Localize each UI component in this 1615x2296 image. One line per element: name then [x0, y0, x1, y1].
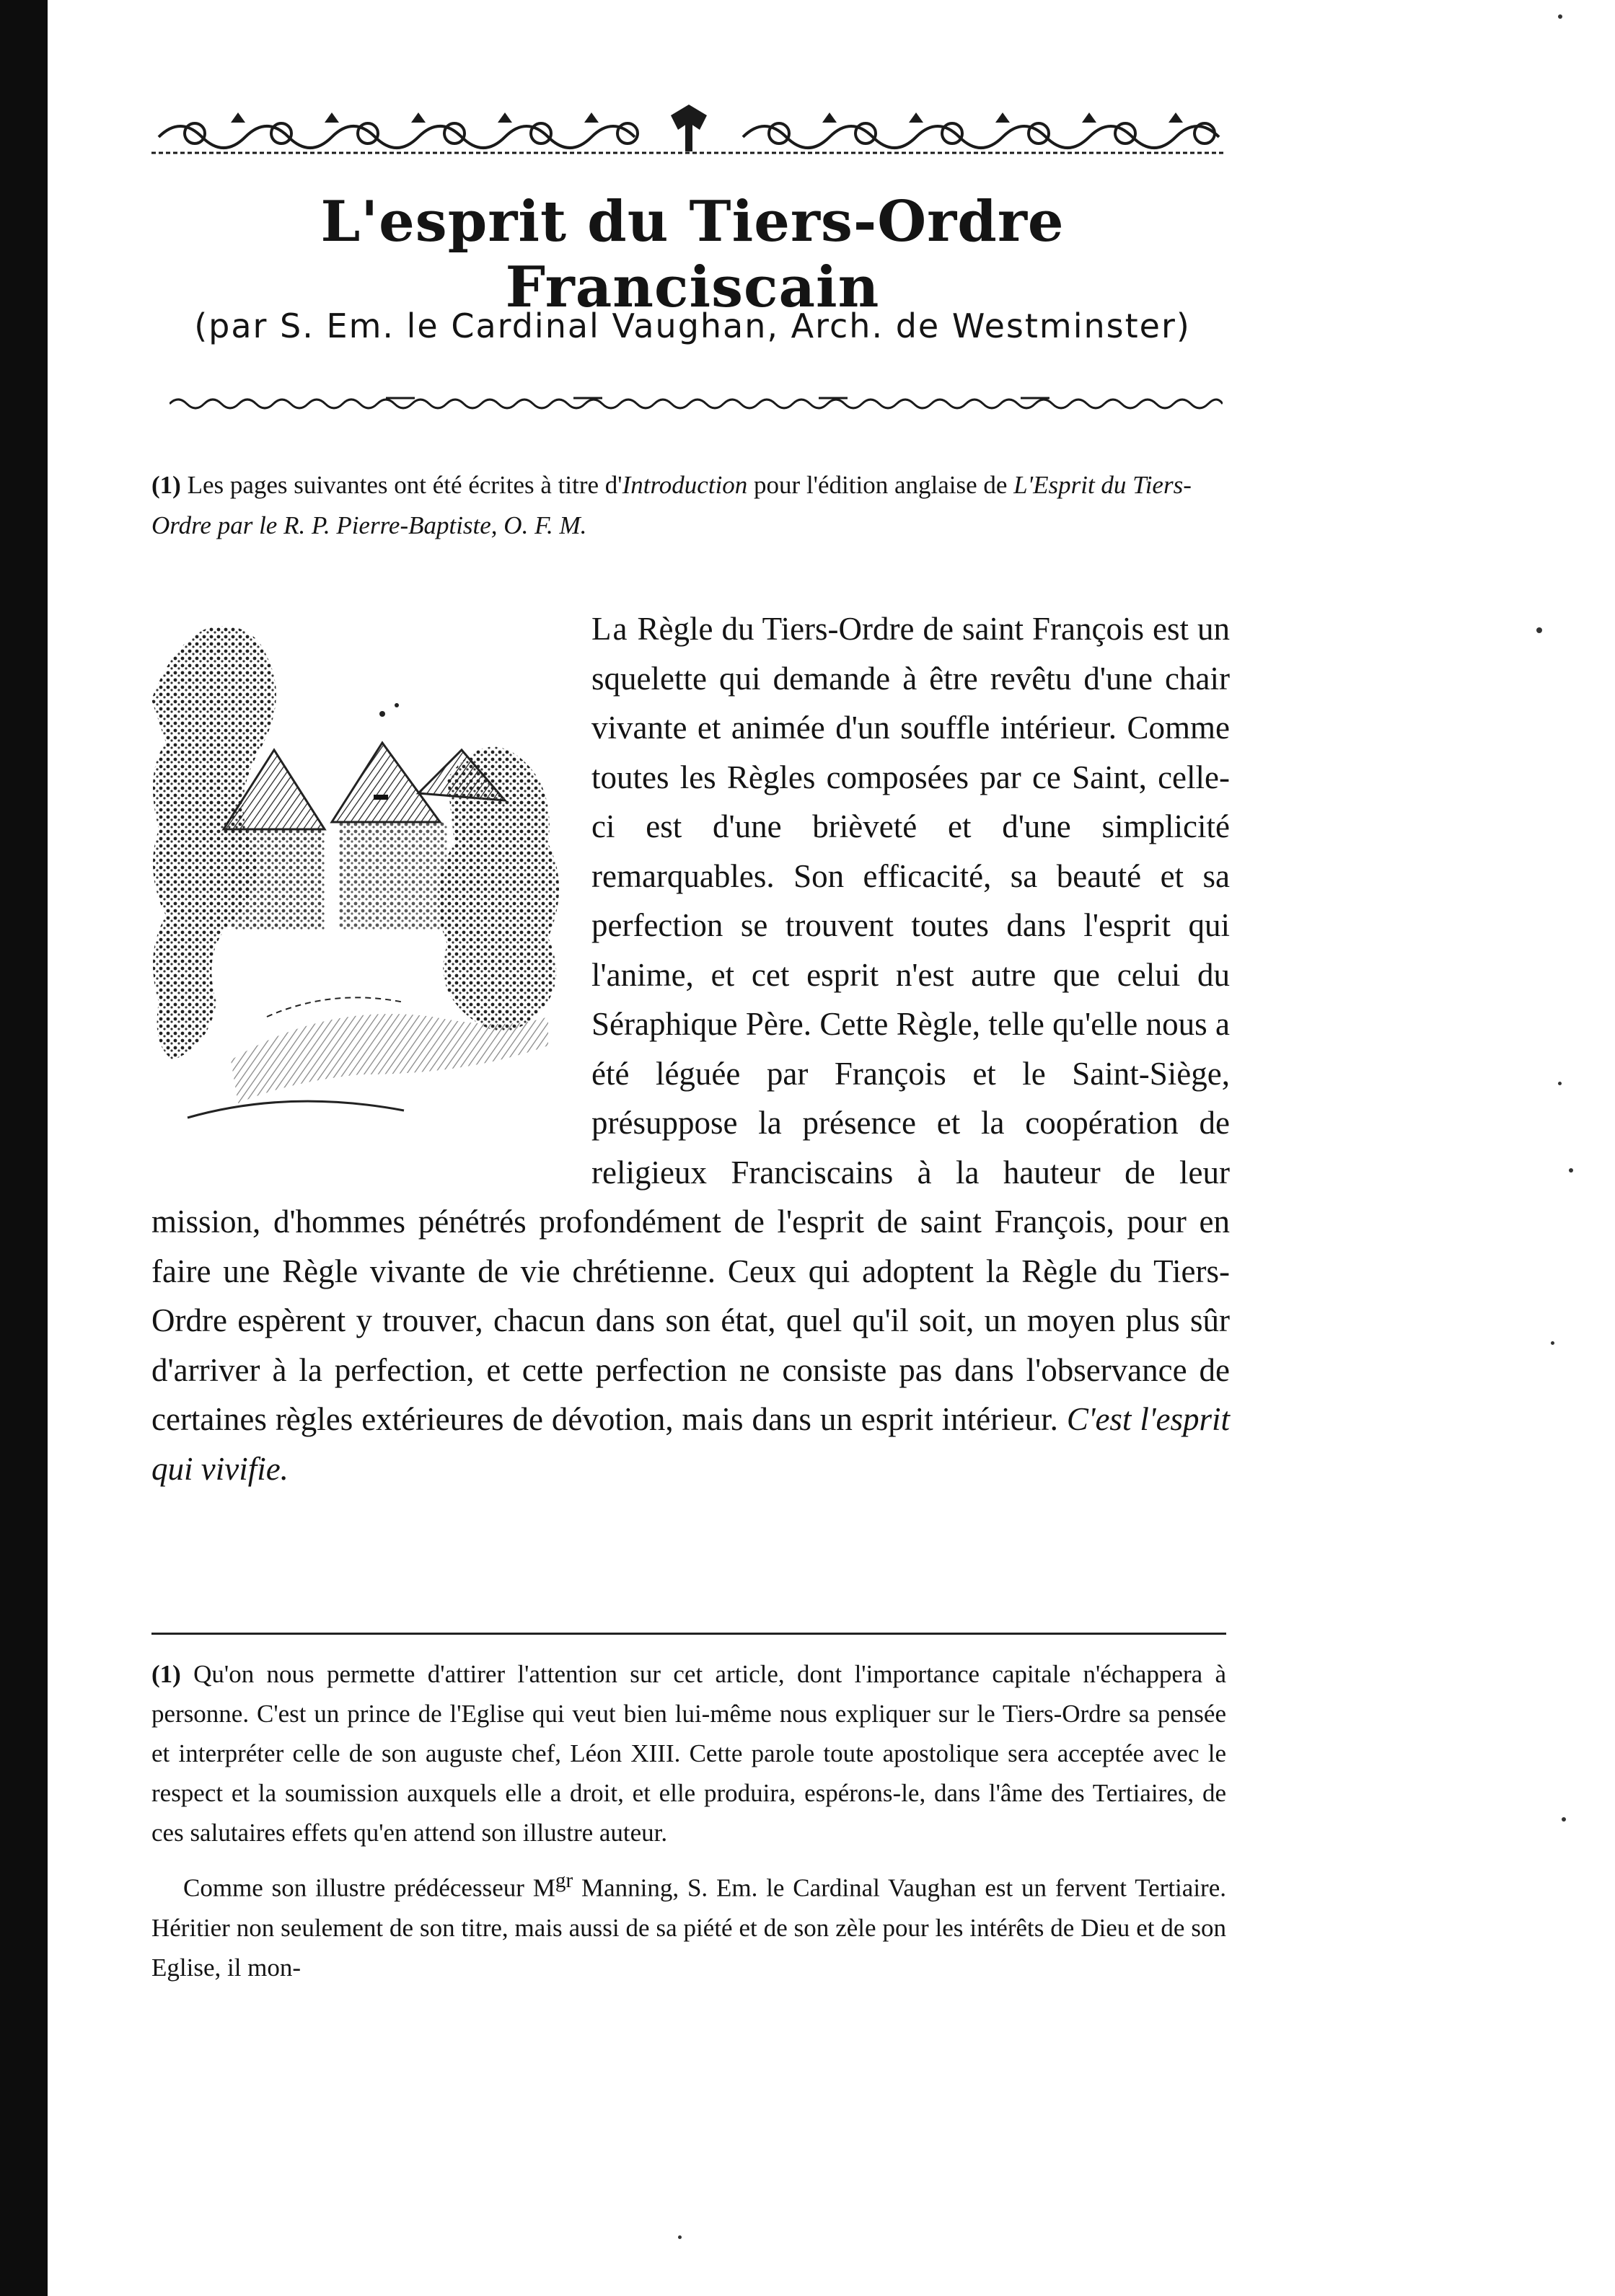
- opening-word: La: [591, 611, 629, 647]
- note-marker: (1): [151, 471, 181, 499]
- footnote-paragraph-2: [151, 1861, 1226, 1987]
- note-text-before: Les pages suivantes ont été écrites à titre d': [180, 471, 622, 499]
- footnote-block: [151, 1654, 1226, 1992]
- note-italic-introduction: Introduction: [622, 471, 748, 499]
- body-closing-quote: C'est l'esprit qui vivifie.: [151, 1401, 1230, 1487]
- scan-speck: [1551, 1341, 1554, 1345]
- footnote-marker: (1): [151, 1660, 181, 1688]
- ornament-rule: [170, 388, 1223, 417]
- scan-speck: [1536, 627, 1542, 633]
- article-byline: (par S. Em. le Cardinal Vaughan, Arch. de Westminster): [194, 306, 1191, 345]
- ornament-band-top: [151, 101, 1226, 159]
- footnote-text-2b: Manning, S. Em. le Cardinal Vaughan est un fervent Tertiaire. Héritier non seulement de son titre, mais aussi de sa piété et de son zèle pour les intérêts de Dieu et de son Eglise, il mon-: [151, 1873, 1226, 1982]
- scan-speck: [1562, 1817, 1566, 1822]
- article-body: [151, 604, 1230, 1493]
- article-title: L'esprit du Tiers-Ordre Franciscain: [320, 189, 1065, 320]
- footnote-paragraph-1: [151, 1654, 1226, 1853]
- body-paragraph: Règle du Tiers-Ordre de saint François est un squelette qui demande à être revêtu d'une chair vivante et animée d'un souffle intérieur. Comme toutes les Règles composées par ce Saint, celle-ci est d'une brièveté et d'une simplicité remarquables. Son efficacité, sa beauté et sa perfection se trouvent toutes dans l'esprit qui l'anime, et cet esprit n'est autre que celui du Séraphique Père. Cette Règle, telle qu'elle nous a été léguée par François et le Saint-Siège, présuppose la présence et la coopération de religieux Franciscains à la hauteur de leur mission, d'hommes pénétrés profondément de l'esprit de saint François, pour en faire une Règle vivante de vie chrétienne. Ceux qui adoptent la Règle du Tiers-Ordre espèrent y trouver, chacun dans son état, quel qu'il soit, un moyen plus sûr d'arriver à la perfection, et cette perfection ne consiste pas dans l'observance de certaines règles extérieures de dévotion, mais dans un esprit intérieur.: [151, 611, 1230, 1437]
- note-italic-book-title: L'Esprit du Tiers-Ordre par le R. P. Pierre-Baptiste, O. F. M.: [151, 471, 1192, 539]
- footnote-separator: [151, 1633, 1226, 1635]
- footnote-text-2a: Comme son illustre prédécesseur M: [183, 1873, 555, 1902]
- scan-speck: [1558, 14, 1562, 19]
- footnote-superscript: gr: [555, 1869, 573, 1892]
- page-binding-edge: [0, 0, 48, 2296]
- scan-speck: [1558, 1082, 1562, 1085]
- scan-speck: [678, 2235, 682, 2239]
- intro-note: [151, 465, 1226, 546]
- note-text-middle: pour l'édition anglaise de: [747, 471, 1014, 499]
- scan-speck: [1569, 1168, 1573, 1173]
- footnote-text-1: Qu'on nous permette d'attirer l'attention sur cet article, dont l'importance capitale n'échappera à personne. C'est un prince de l'Eglise qui veut bien lui-même nous expliquer sur le Tiers-Ordre sa pensée et interpréter celle de son auguste chef, Léon XIII. Cette parole toute apostolique sera acceptée avec le respect et la soumission auxquels elle a droit, et elle produira, espérons-le, dans l'âme des Tertiaires, de ces salutaires effets qu'en attend son illustre auteur.: [151, 1660, 1226, 1847]
- illustration-space: [151, 604, 591, 1154]
